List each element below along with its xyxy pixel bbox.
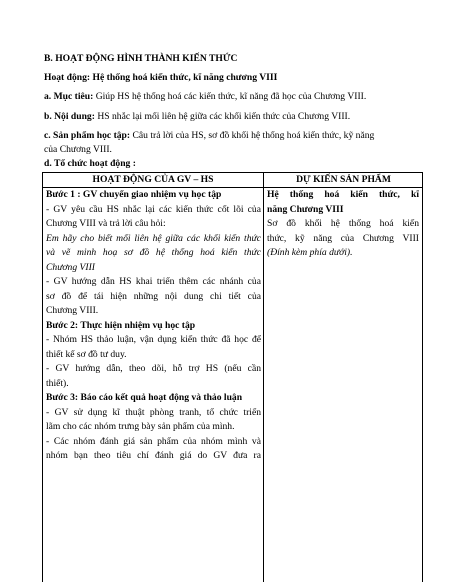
text-line: - GV hướng dẫn HS khai triển thêm các nhánh của xyxy=(46,276,261,287)
content-label: b. Nội dung: xyxy=(44,111,95,122)
org-label: d. Tổ chức hoạt động : xyxy=(44,158,136,169)
question-line: Em hãy cho biết mối liên hệ giữa các khối kiến thức xyxy=(46,232,261,244)
text-line: - GV yêu cầu HS nhắc lại các kiến thức cốt lõi của xyxy=(46,203,261,215)
aim-text: Giúp HS hệ thống hoá các kiến thức, kĩ năng đã học của Chương VIII. xyxy=(93,91,367,102)
product-label: c. Sản phẩm học tập: xyxy=(44,130,131,141)
aim-label: a. Mục tiêu: xyxy=(44,91,94,102)
step-2-heading: Bước 2: Thực hiện nhiệm vụ học tập xyxy=(46,319,196,331)
text-line: thức, kỹ năng của Chương VIII xyxy=(267,232,419,244)
aim-line xyxy=(44,90,424,105)
section-title: B. HOẠT ĐỘNG HÌNH THÀNH KIẾN THỨC xyxy=(44,53,238,64)
text-line: nhóm bạn theo tiêu chí đánh giá do GV đưa ra xyxy=(46,450,261,461)
step-3-heading: Bước 3: Báo cáo kết quả hoạt động và thảo luận xyxy=(46,392,243,403)
text-line: Chương VIII và trả lời câu hỏi: xyxy=(46,218,166,229)
table-header-product: DỰ KIẾN SẢN PHẨM xyxy=(296,174,391,185)
product-heading: Hệ thống hoá kiến thức, kĩ xyxy=(267,189,419,200)
text-line: thiết kế sơ đồ tư duy. xyxy=(46,348,127,360)
text-line: sơ đồ để tái hiện những nội dung chi tiết của xyxy=(46,290,261,302)
text-line: - GV hướng dẫn, theo dõi, hỗ trợ HS (nếu cần xyxy=(46,363,261,374)
product-heading: năng Chương VIII xyxy=(267,203,344,215)
activity-table xyxy=(42,172,423,582)
attachment-note: (Đính kèm phía dưới). xyxy=(267,247,353,258)
text-line: thiết). xyxy=(46,377,69,389)
question-line: và vẽ minh hoạ sơ đồ hệ thống hoá kiến thức xyxy=(46,247,261,258)
activity-line xyxy=(44,71,424,86)
text-line: - Nhóm HS thảo luận, vận dụng kiến thức đã học để xyxy=(46,334,261,345)
table-header-activity: HOẠT ĐỘNG CỦA GV – HS xyxy=(92,174,214,185)
product-text-1: Câu trả lời của HS, sơ đồ khối hệ thống hoá kiến thức, kỹ năng xyxy=(130,130,375,141)
text-line: lãm cho các nhóm trưng bày sản phẩm của mình. xyxy=(46,421,235,432)
content-text: HS nhắc lại mối liên hệ giữa các khối kiến thức của Chương VIII. xyxy=(94,111,351,122)
text-line: - GV sử dụng kĩ thuật phòng tranh, tổ chức triển xyxy=(46,406,261,418)
activity-label: Hoạt động: xyxy=(44,72,91,83)
product-line xyxy=(44,129,424,144)
step-1-heading: Bước 1 : GV chuyển giao nhiệm vụ học tập xyxy=(46,189,222,200)
text-line: - Các nhóm đánh giá sản phẩm của nhóm mình và xyxy=(46,435,261,447)
text-line: Chương VIII. xyxy=(46,305,99,316)
table-column-divider xyxy=(263,173,264,582)
product-line-2: của Chương VIII. xyxy=(44,144,112,155)
table-cell-product xyxy=(267,188,419,261)
content-line xyxy=(44,110,424,125)
text-line: Sơ đồ khối hệ thống hoá kiến xyxy=(267,218,419,229)
question-line: Chương VIII xyxy=(46,261,95,273)
activity-text: Hệ thống hoá kiến thức, kĩ năng chương VIII xyxy=(90,72,278,83)
table-cell-activity xyxy=(46,188,261,464)
